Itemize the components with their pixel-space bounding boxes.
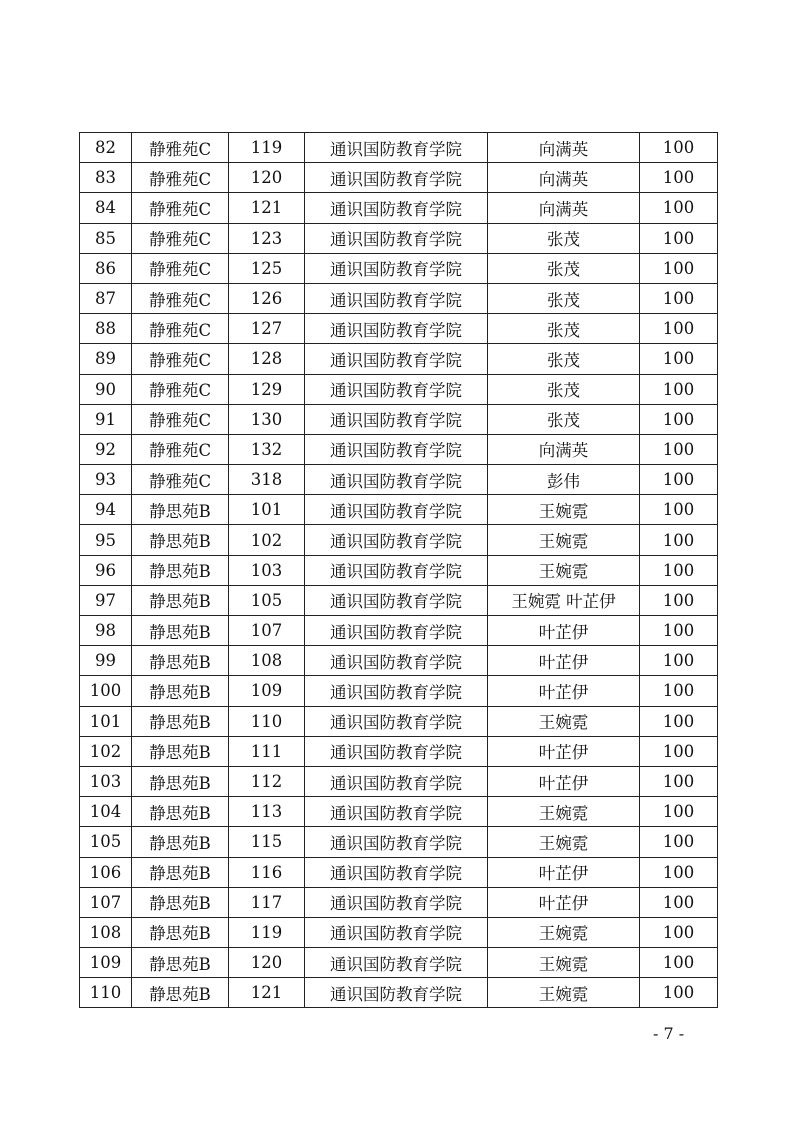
table-row <box>80 736 718 766</box>
room-number-cell: 103 <box>229 555 305 585</box>
building-cell: 静雅苑C <box>132 374 229 404</box>
table-row <box>80 857 718 887</box>
table-row <box>80 344 718 374</box>
score-cell: 100 <box>640 706 718 736</box>
building-cell: 静思苑B <box>132 887 229 917</box>
college-cell: 通识国防教育学院 <box>305 404 488 434</box>
building-cell: 静思苑B <box>132 616 229 646</box>
inspector-cell: 王婉霓 <box>488 525 640 555</box>
inspector-cell: 叶芷伊 <box>488 766 640 796</box>
table-row <box>80 283 718 313</box>
room-number-cell: 107 <box>229 616 305 646</box>
table-row <box>80 917 718 947</box>
row-index-cell: 105 <box>80 827 132 857</box>
college-cell: 通识国防教育学院 <box>305 827 488 857</box>
building-cell: 静雅苑C <box>132 404 229 434</box>
college-cell: 通识国防教育学院 <box>305 948 488 978</box>
table-row <box>80 676 718 706</box>
row-index-cell: 84 <box>80 193 132 223</box>
college-cell: 通识国防教育学院 <box>305 193 488 223</box>
building-cell: 静雅苑C <box>132 223 229 253</box>
room-number-cell: 123 <box>229 223 305 253</box>
college-cell: 通识国防教育学院 <box>305 736 488 766</box>
row-index-cell: 103 <box>80 766 132 796</box>
room-number-cell: 120 <box>229 163 305 193</box>
score-cell: 100 <box>640 827 718 857</box>
inspector-cell: 张茂 <box>488 344 640 374</box>
building-cell: 静雅苑C <box>132 163 229 193</box>
college-cell: 通识国防教育学院 <box>305 314 488 344</box>
score-cell: 100 <box>640 314 718 344</box>
inspector-cell: 王婉霓 <box>488 555 640 585</box>
row-index-cell: 94 <box>80 495 132 525</box>
row-index-cell: 92 <box>80 434 132 464</box>
building-cell: 静雅苑C <box>132 314 229 344</box>
building-cell: 静思苑B <box>132 646 229 676</box>
table-row <box>80 434 718 464</box>
college-cell: 通识国防教育学院 <box>305 133 488 163</box>
building-cell: 静思苑B <box>132 978 229 1008</box>
score-cell: 100 <box>640 133 718 163</box>
table-row <box>80 887 718 917</box>
inspector-cell: 张茂 <box>488 404 640 434</box>
college-cell: 通识国防教育学院 <box>305 646 488 676</box>
row-index-cell: 99 <box>80 646 132 676</box>
building-cell: 静思苑B <box>132 706 229 736</box>
row-index-cell: 87 <box>80 283 132 313</box>
room-number-cell: 101 <box>229 495 305 525</box>
row-index-cell: 101 <box>80 706 132 736</box>
room-number-cell: 119 <box>229 133 305 163</box>
table-row <box>80 797 718 827</box>
score-cell: 100 <box>640 434 718 464</box>
room-number-cell: 109 <box>229 676 305 706</box>
score-cell: 100 <box>640 555 718 585</box>
row-index-cell: 85 <box>80 223 132 253</box>
building-cell: 静雅苑C <box>132 133 229 163</box>
college-cell: 通识国防教育学院 <box>305 797 488 827</box>
row-index-cell: 95 <box>80 525 132 555</box>
table-row <box>80 616 718 646</box>
row-index-cell: 96 <box>80 555 132 585</box>
building-cell: 静思苑B <box>132 797 229 827</box>
room-number-cell: 128 <box>229 344 305 374</box>
inspector-cell: 王婉霓 叶芷伊 <box>488 585 640 615</box>
room-number-cell: 116 <box>229 857 305 887</box>
inspector-cell: 张茂 <box>488 314 640 344</box>
building-cell: 静雅苑C <box>132 193 229 223</box>
building-cell: 静雅苑C <box>132 434 229 464</box>
college-cell: 通识国防教育学院 <box>305 676 488 706</box>
table-row <box>80 827 718 857</box>
college-cell: 通识国防教育学院 <box>305 495 488 525</box>
score-cell: 100 <box>640 646 718 676</box>
college-cell: 通识国防教育学院 <box>305 223 488 253</box>
dormitory-score-table <box>79 132 718 1008</box>
college-cell: 通识国防教育学院 <box>305 253 488 283</box>
building-cell: 静思苑B <box>132 495 229 525</box>
inspector-cell: 王婉霓 <box>488 917 640 947</box>
row-index-cell: 102 <box>80 736 132 766</box>
inspector-cell: 王婉霓 <box>488 827 640 857</box>
building-cell: 静思苑B <box>132 948 229 978</box>
score-cell: 100 <box>640 736 718 766</box>
table-row <box>80 706 718 736</box>
inspector-cell: 彭伟 <box>488 465 640 495</box>
room-number-cell: 130 <box>229 404 305 434</box>
room-number-cell: 111 <box>229 736 305 766</box>
room-number-cell: 110 <box>229 706 305 736</box>
row-index-cell: 88 <box>80 314 132 344</box>
college-cell: 通识国防教育学院 <box>305 616 488 646</box>
building-cell: 静思苑B <box>132 857 229 887</box>
score-cell: 100 <box>640 374 718 404</box>
inspector-cell: 向满英 <box>488 193 640 223</box>
room-number-cell: 125 <box>229 253 305 283</box>
table-row <box>80 948 718 978</box>
score-cell: 100 <box>640 676 718 706</box>
score-cell: 100 <box>640 797 718 827</box>
college-cell: 通识国防教育学院 <box>305 163 488 193</box>
inspector-cell: 叶芷伊 <box>488 616 640 646</box>
table-row <box>80 646 718 676</box>
row-index-cell: 109 <box>80 948 132 978</box>
score-cell: 100 <box>640 495 718 525</box>
college-cell: 通识国防教育学院 <box>305 917 488 947</box>
room-number-cell: 115 <box>229 827 305 857</box>
table-row <box>80 374 718 404</box>
row-index-cell: 83 <box>80 163 132 193</box>
score-cell: 100 <box>640 283 718 313</box>
college-cell: 通识国防教育学院 <box>305 434 488 464</box>
inspector-cell: 向满英 <box>488 163 640 193</box>
building-cell: 静思苑B <box>132 766 229 796</box>
room-number-cell: 318 <box>229 465 305 495</box>
row-index-cell: 89 <box>80 344 132 374</box>
score-cell: 100 <box>640 465 718 495</box>
room-number-cell: 105 <box>229 585 305 615</box>
table-row <box>80 314 718 344</box>
score-cell: 100 <box>640 887 718 917</box>
building-cell: 静思苑B <box>132 585 229 615</box>
inspector-cell: 叶芷伊 <box>488 736 640 766</box>
college-cell: 通识国防教育学院 <box>305 525 488 555</box>
inspector-cell: 向满英 <box>488 133 640 163</box>
inspector-cell: 王婉霓 <box>488 706 640 736</box>
college-cell: 通识国防教育学院 <box>305 887 488 917</box>
inspector-cell: 叶芷伊 <box>488 887 640 917</box>
row-index-cell: 90 <box>80 374 132 404</box>
score-cell: 100 <box>640 917 718 947</box>
row-index-cell: 100 <box>80 676 132 706</box>
building-cell: 静雅苑C <box>132 253 229 283</box>
room-number-cell: 117 <box>229 887 305 917</box>
table-row <box>80 193 718 223</box>
room-number-cell: 126 <box>229 283 305 313</box>
room-number-cell: 108 <box>229 646 305 676</box>
row-index-cell: 97 <box>80 585 132 615</box>
row-index-cell: 86 <box>80 253 132 283</box>
row-index-cell: 110 <box>80 978 132 1008</box>
college-cell: 通识国防教育学院 <box>305 857 488 887</box>
inspector-cell: 向满英 <box>488 434 640 464</box>
row-index-cell: 104 <box>80 797 132 827</box>
score-cell: 100 <box>640 193 718 223</box>
inspector-cell: 叶芷伊 <box>488 857 640 887</box>
room-number-cell: 113 <box>229 797 305 827</box>
building-cell: 静思苑B <box>132 525 229 555</box>
inspector-cell: 张茂 <box>488 283 640 313</box>
room-number-cell: 121 <box>229 978 305 1008</box>
table-row <box>80 163 718 193</box>
college-cell: 通识国防教育学院 <box>305 555 488 585</box>
score-cell: 100 <box>640 585 718 615</box>
score-cell: 100 <box>640 344 718 374</box>
row-index-cell: 98 <box>80 616 132 646</box>
score-cell: 100 <box>640 616 718 646</box>
building-cell: 静雅苑C <box>132 344 229 374</box>
building-cell: 静雅苑C <box>132 283 229 313</box>
score-cell: 100 <box>640 253 718 283</box>
table-row <box>80 465 718 495</box>
room-number-cell: 112 <box>229 766 305 796</box>
score-cell: 100 <box>640 163 718 193</box>
table-row <box>80 555 718 585</box>
row-index-cell: 108 <box>80 917 132 947</box>
row-index-cell: 106 <box>80 857 132 887</box>
row-index-cell: 107 <box>80 887 132 917</box>
inspector-cell: 王婉霓 <box>488 495 640 525</box>
inspector-cell: 张茂 <box>488 223 640 253</box>
college-cell: 通识国防教育学院 <box>305 978 488 1008</box>
room-number-cell: 120 <box>229 948 305 978</box>
building-cell: 静思苑B <box>132 555 229 585</box>
college-cell: 通识国防教育学院 <box>305 374 488 404</box>
inspector-cell: 叶芷伊 <box>488 676 640 706</box>
inspector-cell: 张茂 <box>488 253 640 283</box>
room-number-cell: 119 <box>229 917 305 947</box>
room-number-cell: 127 <box>229 314 305 344</box>
inspector-cell: 张茂 <box>488 374 640 404</box>
table-row <box>80 978 718 1008</box>
score-cell: 100 <box>640 404 718 434</box>
score-cell: 100 <box>640 223 718 253</box>
row-index-cell: 82 <box>80 133 132 163</box>
table-row <box>80 525 718 555</box>
table-body <box>80 133 718 1008</box>
score-cell: 100 <box>640 978 718 1008</box>
building-cell: 静思苑B <box>132 676 229 706</box>
building-cell: 静雅苑C <box>132 465 229 495</box>
room-number-cell: 102 <box>229 525 305 555</box>
row-index-cell: 93 <box>80 465 132 495</box>
college-cell: 通识国防教育学院 <box>305 585 488 615</box>
row-index-cell: 91 <box>80 404 132 434</box>
inspector-cell: 王婉霓 <box>488 948 640 978</box>
table-row <box>80 404 718 434</box>
table-row <box>80 766 718 796</box>
table-row <box>80 223 718 253</box>
room-number-cell: 129 <box>229 374 305 404</box>
table-row <box>80 585 718 615</box>
page-number: - 7 - <box>653 1024 685 1043</box>
building-cell: 静思苑B <box>132 917 229 947</box>
inspector-cell: 王婉霓 <box>488 797 640 827</box>
score-cell: 100 <box>640 948 718 978</box>
table-row <box>80 133 718 163</box>
college-cell: 通识国防教育学院 <box>305 766 488 796</box>
college-cell: 通识国防教育学院 <box>305 344 488 374</box>
table-row <box>80 253 718 283</box>
inspector-cell: 王婉霓 <box>488 978 640 1008</box>
building-cell: 静思苑B <box>132 736 229 766</box>
score-cell: 100 <box>640 766 718 796</box>
college-cell: 通识国防教育学院 <box>305 283 488 313</box>
college-cell: 通识国防教育学院 <box>305 465 488 495</box>
table-row <box>80 495 718 525</box>
score-cell: 100 <box>640 525 718 555</box>
room-number-cell: 121 <box>229 193 305 223</box>
score-cell: 100 <box>640 857 718 887</box>
room-number-cell: 132 <box>229 434 305 464</box>
inspector-cell: 叶芷伊 <box>488 646 640 676</box>
building-cell: 静思苑B <box>132 827 229 857</box>
college-cell: 通识国防教育学院 <box>305 706 488 736</box>
